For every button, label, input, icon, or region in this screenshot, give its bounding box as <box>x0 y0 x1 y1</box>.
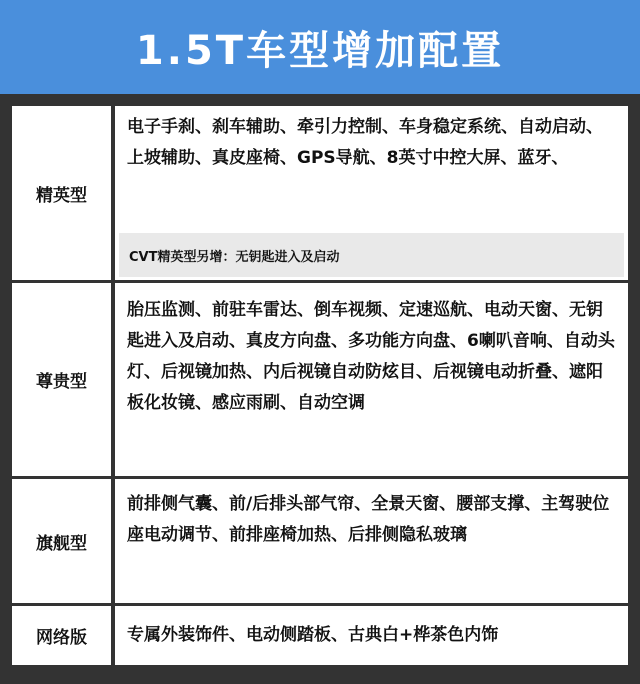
trim-label: 旗舰型 <box>12 479 111 603</box>
trim-label: 尊贵型 <box>12 283 111 476</box>
trim-row-online <box>12 606 628 665</box>
trim-features: 前排侧气囊、前/后排头部气帘、全景天窗、腰部支撑、主驾驶位座电动调节、前排座椅加热、后排侧隐私玻璃 <box>127 494 610 545</box>
trim-note: CVT精英型另增：无钥匙进入及启动 <box>119 233 624 277</box>
trim-features-cell <box>115 106 628 280</box>
trim-features: 电子手刹、刹车辅助、牵引力控制、车身稳定系统、自动启动、上坡辅助、真皮座椅、GPS导航、8英寸中控大屏、蓝牙、 <box>127 117 603 168</box>
title-banner <box>0 0 640 94</box>
trim-features: 胎压监测、前驻车雷达、倒车视频、定速巡航、电动天窗、无钥匙进入及启动、真皮方向盘、多功能方向盘、6喇叭音响、自动头灯、后视镜加热、内后视镜自动防炫目、后视镜电动折叠、遮阳板化妆镜、感应雨刷、自动空调 <box>127 300 615 413</box>
trim-label: 精英型 <box>12 106 111 280</box>
trim-features-cell <box>115 479 628 603</box>
trim-label: 网络版 <box>12 606 111 665</box>
trim-features-cell <box>115 606 628 665</box>
trim-row-flagship <box>12 479 628 603</box>
trim-features: 专属外装饰件、电动侧踏板、古典白+桦茶色内饰 <box>127 625 499 645</box>
trim-features-cell <box>115 283 628 476</box>
page-title: 1.5T车型增加配置 <box>135 27 505 74</box>
trim-row-elite <box>12 106 628 280</box>
trim-row-premium <box>12 283 628 476</box>
